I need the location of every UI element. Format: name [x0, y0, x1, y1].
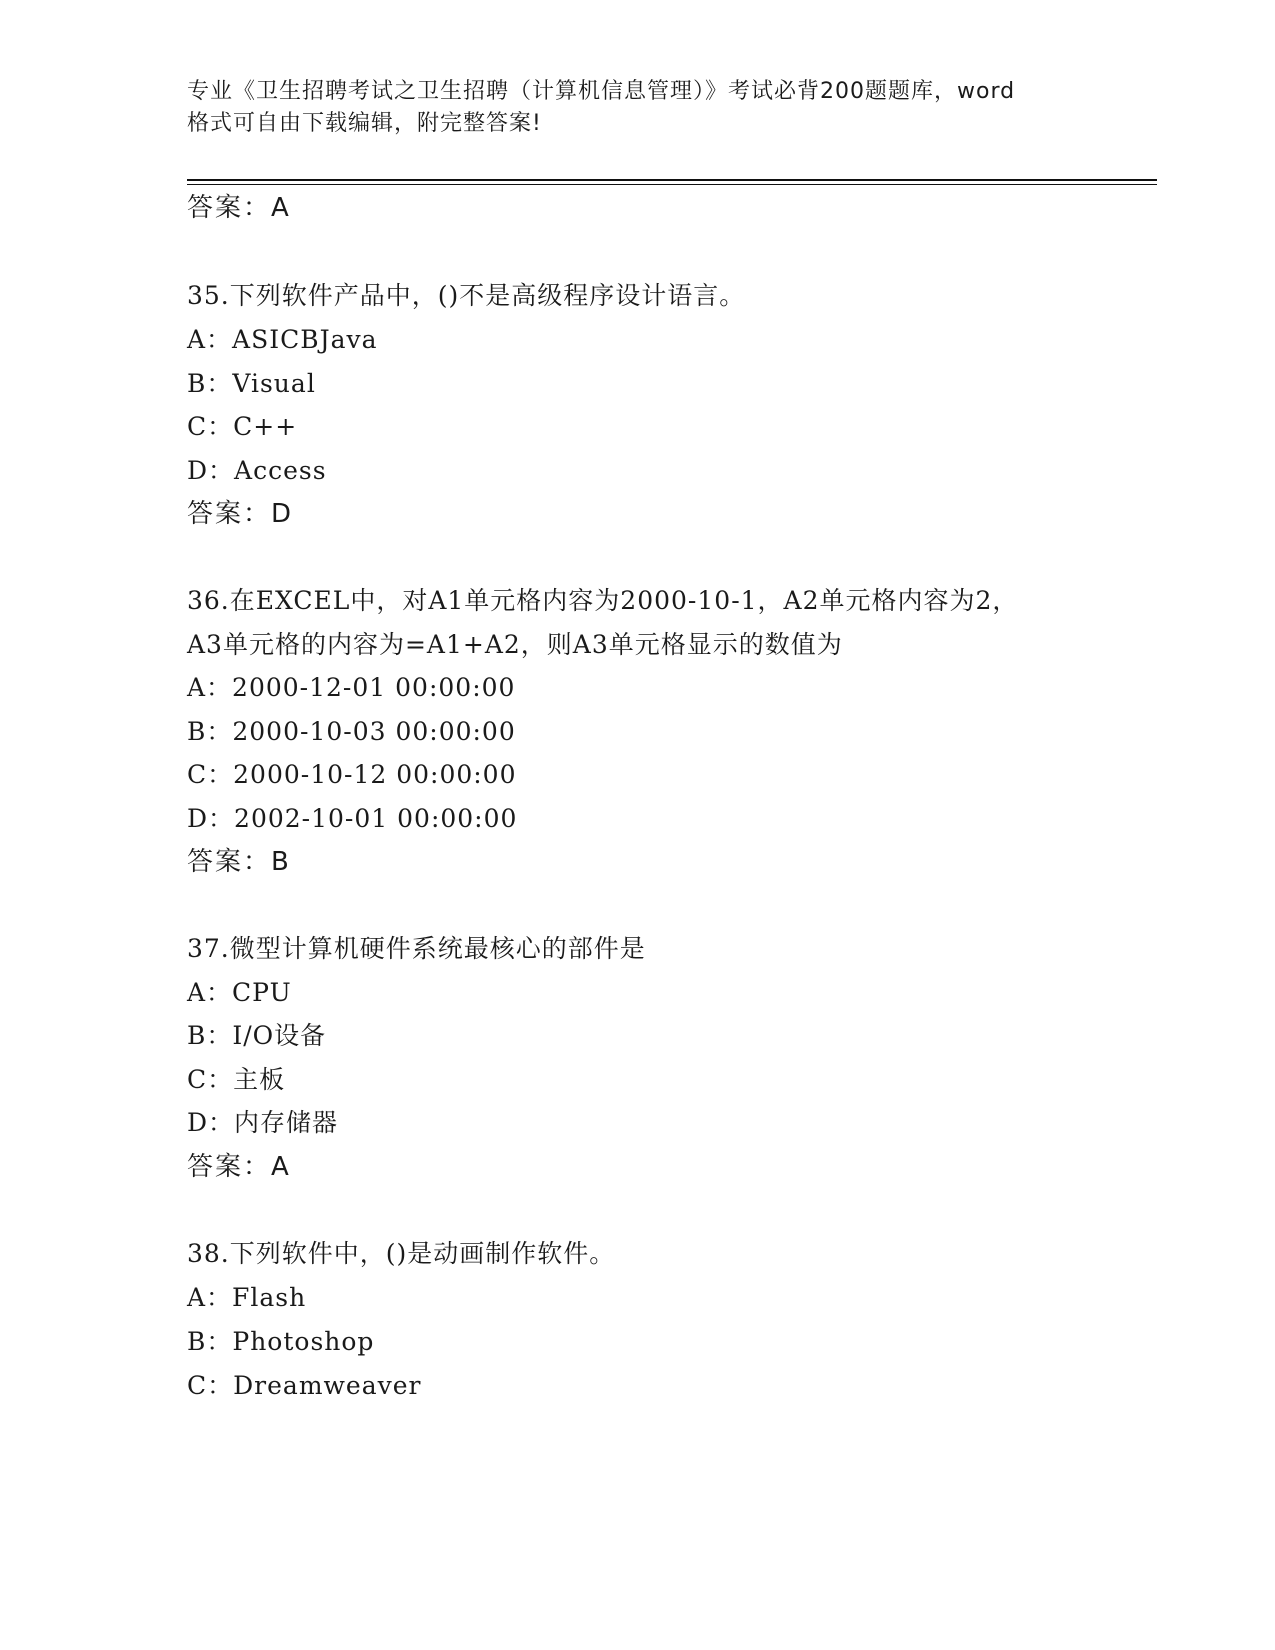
header-line-1: 专业《卫生招聘考试之卫生招聘（计算机信息管理）》考试必背200题题库，word	[187, 79, 1016, 104]
header-rule-thick	[187, 179, 1157, 181]
option-a: A：ASICBJava	[187, 325, 378, 354]
question-37: 37.微型计算机硬件系统最核心的部件是	[187, 934, 646, 963]
question-35: 35.下列软件产品中，()不是高级程序设计语言。	[187, 281, 746, 310]
document-header	[187, 76, 1107, 140]
option-d: D：2002-10-01 00:00:00	[187, 804, 518, 833]
question-36-line-2: A3单元格的内容为=A1+A2，则A3单元格显示的数值为	[187, 630, 843, 659]
option-a: A：2000-12-01 00:00:00	[187, 673, 516, 702]
option-b: B：2000-10-03 00:00:00	[187, 717, 516, 746]
question-36-line-1: 36.在EXCEL中，对A1单元格内容为2000-10-1，A2单元格内容为2，	[187, 586, 1019, 615]
option-d: D：内存储器	[187, 1108, 339, 1137]
option-c: C：Dreamweaver	[187, 1371, 422, 1400]
option-d: D：Access	[187, 456, 327, 485]
option-c: C：2000-10-12 00:00:00	[187, 760, 517, 789]
option-c: C：主板	[187, 1065, 286, 1094]
header-rule-thin	[187, 184, 1157, 185]
answer-line: 答案：A	[187, 193, 291, 223]
option-b: B：Visual	[187, 369, 316, 398]
option-b: B：Photoshop	[187, 1327, 375, 1356]
question-38: 38.下列软件中，()是动画制作软件。	[187, 1239, 616, 1268]
answer-line: 答案：D	[187, 499, 294, 529]
answer-line: 答案：B	[187, 847, 291, 877]
option-b: B：I/O设备	[187, 1021, 327, 1050]
header-line-2: 格式可自由下载编辑，附完整答案!	[187, 111, 542, 136]
answer-line: 答案：A	[187, 1152, 291, 1182]
option-a: A：Flash	[187, 1283, 307, 1312]
option-c: C：C++	[187, 412, 298, 441]
option-a: A：CPU	[187, 978, 292, 1007]
